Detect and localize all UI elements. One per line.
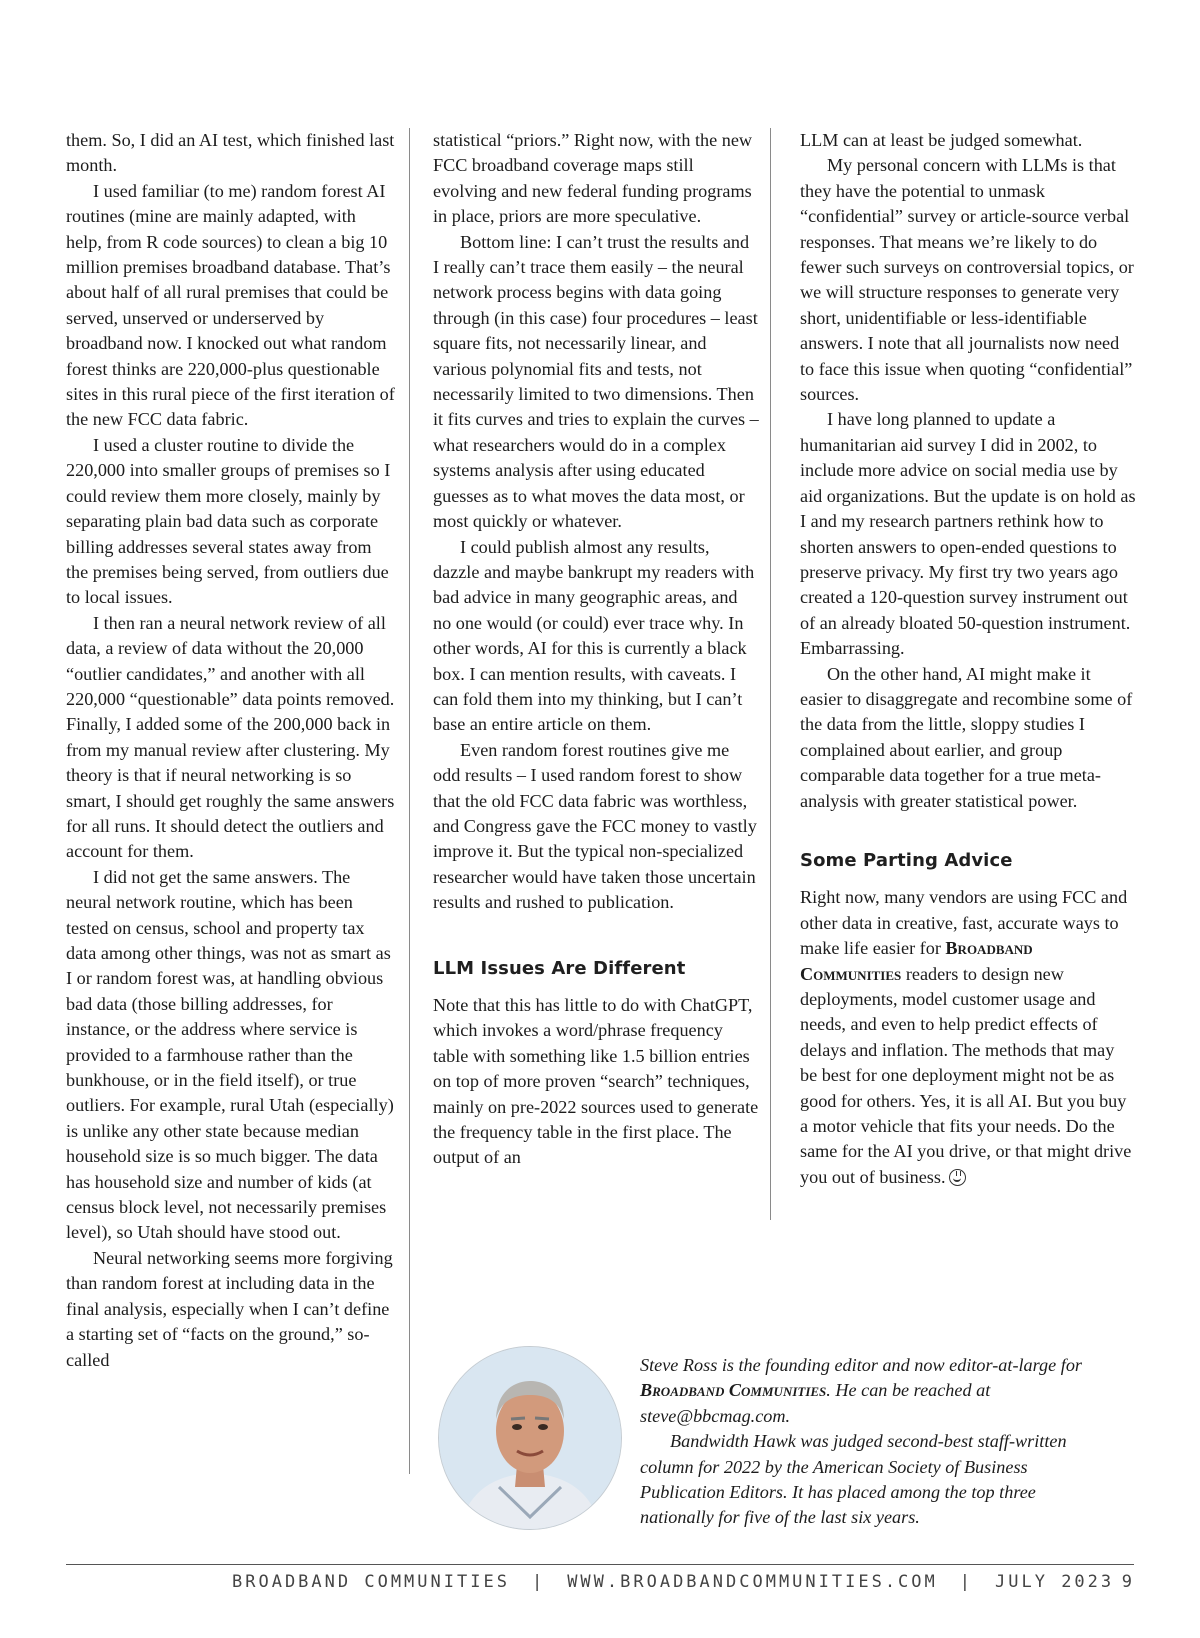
paragraph: I then ran a neural network review of all data, a review of data without the 20,000 “outlier candidates,” and another with all 220,000 “questionable” data points removed. Finally, I added some of the 200,000 back in from my manual review after clustering. My theory is that if neural networking is so smart, I should get roughly the same answers for all runs. It should detect the outliers and account for them. <box>66 612 395 862</box>
footer <box>0 1572 1200 1602</box>
paragraph <box>800 885 1136 1190</box>
bio-paragraph <box>640 1353 1090 1429</box>
footer-date: JULY 2023 <box>995 1572 1115 1592</box>
author-photo <box>438 1346 622 1530</box>
footer-publication: BROADBAND COMMUNITIES <box>232 1572 510 1592</box>
brand-name: Broadband Communities <box>640 1380 827 1401</box>
end-mark-icon <box>949 1169 966 1186</box>
paragraph: I did not get the same answers. The neural network routine, which has been tested on census, school and property tax data among other things, was not as smart as I or random forest was, at handling obvious bad data (those billing addresses, for instance, or the address where service is provided to a farmhouse rather than the bunkhouse, or in the field itself), or true outliers. For example, rural Utah (especially) is unlike any other state because median household size is so much bigger. The data has household size and number of kids (at census block level, not necessarily premises level), so Utah should have stood out. <box>66 866 394 1243</box>
paragraph: Even random forest routines give me odd results – I used random forest to show that the old FCC data fabric was worthless, and Congress gave the FCC money to vastly improve it. But the typical non-specialized researcher would have taken those uncertain results and rushed to publication. <box>433 739 757 913</box>
paragraph: Bottom line: I can’t trust the results and I really can’t trace them easily – the neural network process begins with data going through (in this case) four procedures – least square fits, not necessarily linear, and various polynomial fits and tests, not necessarily limited to two dimensions. Then it fits curves and tries to explain the curves – what researchers would do in a complex systems analysis after using educated guesses as to what moves the data most, or most quickly or whatever. <box>433 231 759 532</box>
bio-text: Steve Ross is the founding editor and now editor-at-large for <box>640 1355 1082 1375</box>
paragraph: Note that this has little to do with ChatGPT, which invokes a word/phrase frequency table with something like 1.5 billion entries on top of more proven “search” techniques, mainly on pre-2022 sources used to generate the frequency table in the first place. The output of an <box>433 995 759 1168</box>
paragraph: I have long planned to update a humanitarian aid survey I did in 2002, to include more advice on social media use by aid organizations. But the update is on hold as I and my research partners rethink how to shorten answers to open-ended questions to preserve privacy. My first try two years ago created a 120-question survey instrument out of an already bloated 50-question instrument. Embarrassing. <box>800 409 1136 659</box>
footer-center <box>232 1572 1114 1592</box>
column-1 <box>66 128 396 1373</box>
footer-rule <box>66 1564 1134 1565</box>
footer-website: WWW.BROADBANDCOMMUNITIES.COM <box>567 1572 938 1592</box>
footer-separator: | <box>531 1572 546 1592</box>
paragraph: On the other hand, AI might make it easier to disaggregate and recombine some of the data from the little, sloppy studies I complained about earlier, and group comparable data together for a true meta-analysis with greater statistical power. <box>800 663 1133 811</box>
paragraph: statistical “priors.” Right now, with the new FCC broadband coverage maps still evolving and new federal funding programs in place, priors are more speculative. <box>433 130 753 227</box>
paragraph: LLM can at least be judged somewhat. <box>800 130 1083 150</box>
page-number: 9 <box>1121 1572 1132 1592</box>
paragraph: Neural networking seems more forgiving than random forest at including data in the final analysis, especially when I can’t define a starting set of “facts on the ground,” so-called <box>66 1247 393 1370</box>
column-3 <box>800 128 1136 1190</box>
paragraph: them. So, I did an AI test, which finished last month. <box>66 130 395 176</box>
advice-text-before: Right now, many vendors are using FCC and other data in creative, fast, accurate ways to make life easier for <box>800 887 1128 959</box>
paragraph: I used familiar (to me) random forest AI routines (mine are mainly adapted, with help, from R code sources) to clean a big 10 million premises broadband database. That’s about half of all rural premises that could be served, unserved or underserved by broadband now. I knocked out what random forest thinks are 220,000-plus questionable sites in this rural piece of the first iteration of the new FCC data fabric. <box>66 180 395 430</box>
paragraph: My personal concern with LLMs is that they have the potential to unmask “confidential” survey or article-source verbal responses. That means we’re likely to do fewer such surveys on controversial topics, or we will structure responses to generate very short, unidentifiable or less-identifiable answers. I note that all journalists now need to face this issue when quoting “confidential” sources. <box>800 155 1134 405</box>
footer-separator: | <box>959 1572 974 1592</box>
advice-text-after: readers to design new deployments, model customer usage and needs, and even to help predict effects of delays and inflation. The methods that may be best for one deployment might not be as good for others. Yes, it is all AI. But you buy a motor vehicle that fits your needs. Do the same for the AI you drive, or that might drive you out of business. <box>800 963 1132 1187</box>
section-heading: LLM Issues Are Different <box>433 957 686 979</box>
paragraph: I could publish almost any results, dazzle and maybe bankrupt my readers with bad advice in many geographic areas, and no one would (or could) ever trace why. In other words, AI for this is currently a black box. I can mention results, with caveats. I can fold them into my thinking, but I can’t base an entire article on them. <box>433 536 755 735</box>
column-divider <box>409 128 410 1474</box>
bio-paragraph: Bandwidth Hawk was judged second-best staff-written column for 2022 by the American Society of Business Publication Editors. It has placed among the top three nationally for five of the last six years. <box>640 1431 1067 1528</box>
author-bio <box>640 1353 1090 1531</box>
column-2 <box>433 128 759 1171</box>
section-heading: Some Parting Advice <box>800 849 1013 871</box>
column-divider <box>770 128 771 1220</box>
bio-text: . He can be reached at steve@bbcmag.com. <box>640 1380 991 1426</box>
paragraph: I used a cluster routine to divide the 220,000 into smaller groups of premises so I could review them more closely, mainly by separating plain bad data such as corporate billing addresses several states away from the premises being served, from outliers due to local issues. <box>66 434 391 608</box>
brand-name: Broadband Communities <box>800 938 1033 984</box>
